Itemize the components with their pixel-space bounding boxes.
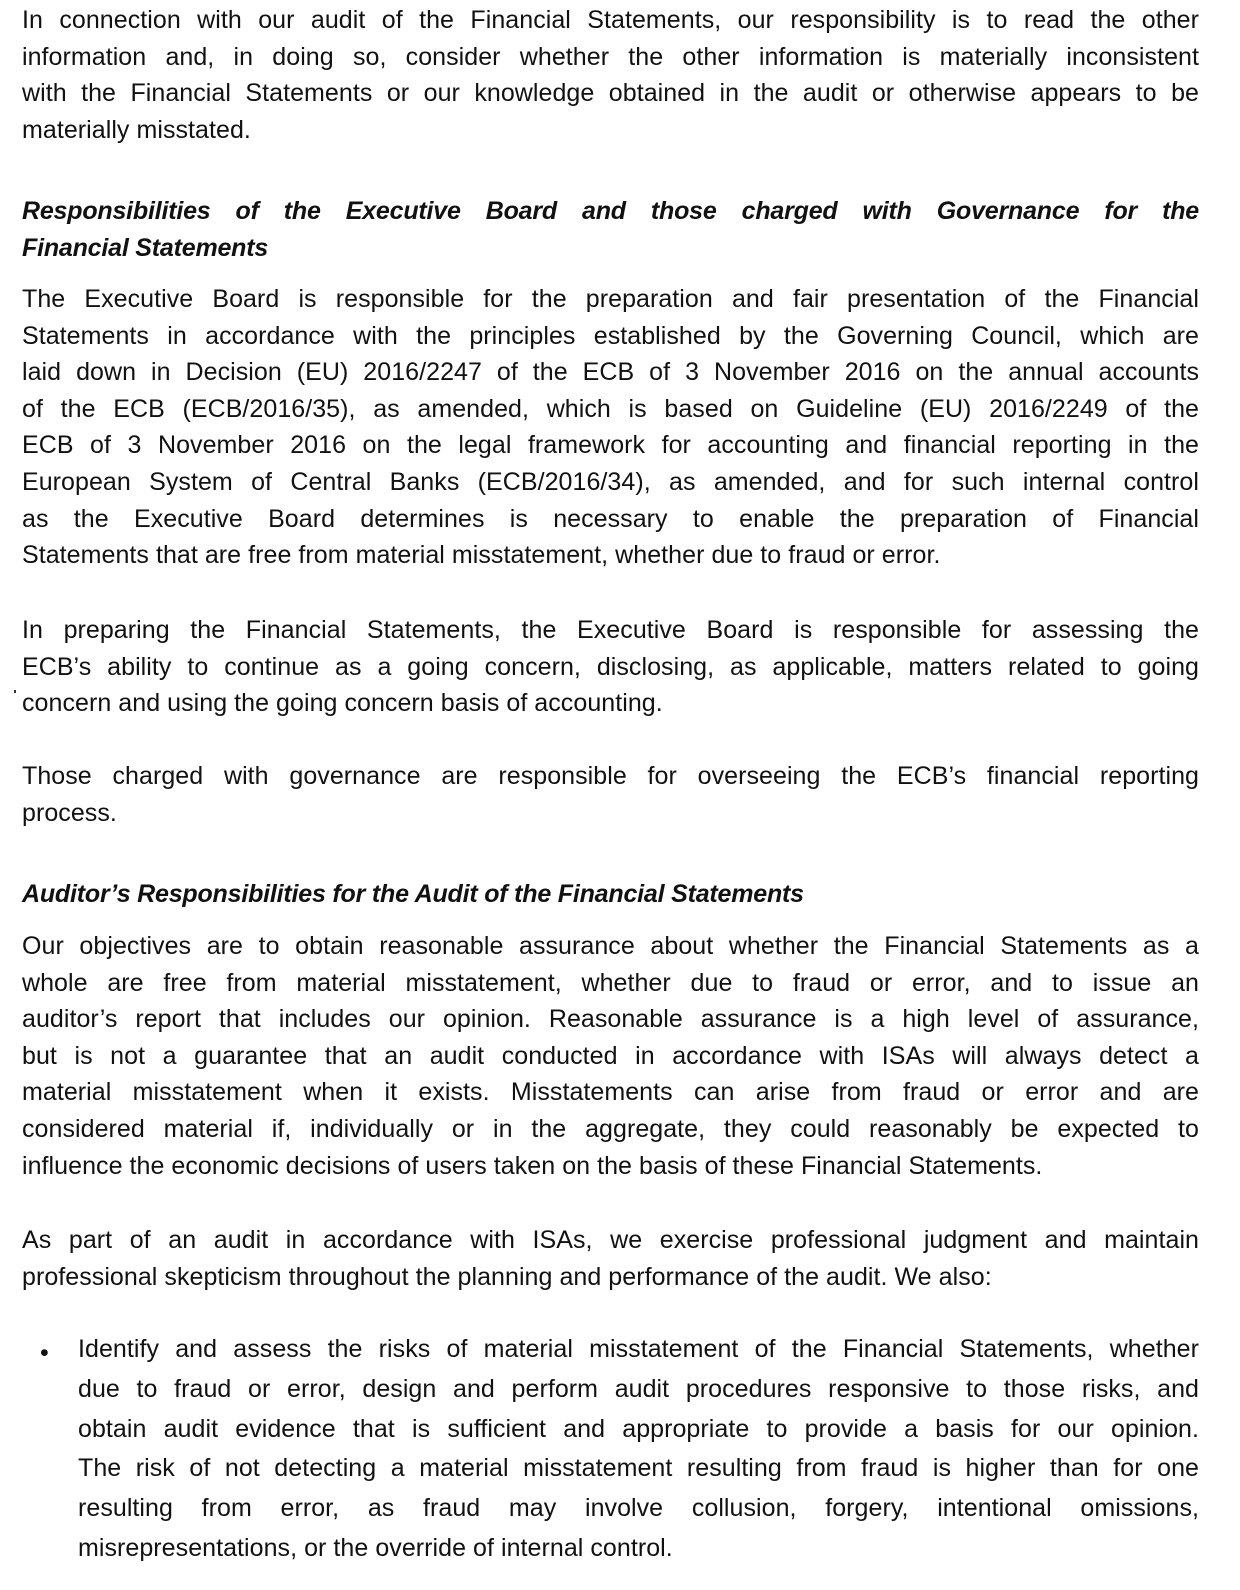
text-line: of the ECB (ECB/2016/35), as amended, which is based on Guideline (EU) 2016/2249 of the [22,394,1199,423]
bullet-list-item [78,1330,1199,1569]
text-line: but is not a guarantee that an audit conducted in accordance with ISAs will always detect a [22,1041,1199,1070]
text-line: obtain audit evidence that is sufficient and appropriate to provide a basis for our opinion. [78,1414,1199,1443]
text-line: European System of Central Banks (ECB/2016/34), as amended, and for such internal control [22,467,1199,496]
text-line: laid down in Decision (EU) 2016/2247 of the ECB of 3 November 2016 on the annual accounts [22,358,1199,387]
text-line: influence the economic decisions of users taken on the basis of these Financial Statements. [22,1151,1043,1180]
heading-line: Financial Statements [22,233,269,262]
text-line: Statements in accordance with the principles established by the Governing Council, which are [22,321,1199,350]
paragraph-objectives [22,928,1199,1184]
paragraph-executive-board [22,281,1199,574]
text-line: due to fraud or error, design and perform audit procedures responsive to those risks, and [78,1374,1199,1403]
text-line: In connection with our audit of the Financial Statements, our responsibility is to read the other [22,6,1199,34]
text-line: concern and using the going concern basis of accounting. [22,689,663,718]
paragraph-other-information [22,2,1199,148]
text-line: material misstatement when it exists. Misstatements can arise from fraud or error and are [22,1078,1199,1107]
scan-artifact-mark [14,690,16,693]
text-line: process. [22,798,117,827]
text-line: As part of an audit in accordance with ISAs, we exercise professional judgment and maintain [22,1226,1199,1254]
text-line: information and, in doing so, consider whether the other information is materially inconsistent [22,42,1199,71]
heading-line: Responsibilities of the Executive Board and those charged with Governance for the [22,197,1199,225]
text-line: The Executive Board is responsible for the preparation and fair presentation of the Financial [22,285,1199,313]
paragraph-governance [22,758,1199,831]
text-line: Identify and assess the risks of material misstatement of the Financial Statements, whether [78,1335,1199,1363]
text-line: The risk of not detecting a material misstatement resulting from fraud is higher than for one [78,1454,1199,1483]
text-line: misrepresentations, or the override of internal control. [78,1533,673,1562]
text-line: ECB of 3 November 2016 on the legal framework for accounting and financial reporting in the [22,431,1199,460]
text-line: materially misstated. [22,115,251,144]
text-line: professional skepticism throughout the planning and performance of the audit. We also: [22,1262,992,1291]
text-line: as the Executive Board determines is necessary to enable the preparation of Financial [22,504,1199,533]
text-line: considered material if, individually or in the aggregate, they could reasonably be expected to [22,1114,1199,1143]
text-line: Statements that are free from material misstatement, whether due to fraud or error. [22,541,941,570]
text-line: resulting from error, as fraud may involve collusion, forgery, intentional omissions, [78,1494,1199,1523]
paragraph-isa [22,1222,1199,1295]
section-heading-executive-board [22,193,1199,266]
text-line: Our objectives are to obtain reasonable assurance about whether the Financial Statements as a [22,932,1199,960]
text-line: auditor’s report that includes our opinion. Reasonable assurance is a high level of assurance, [22,1005,1199,1034]
paragraph-going-concern [22,612,1199,722]
text-line: Those charged with governance are responsible for overseeing the ECB’s financial reporting [22,762,1199,790]
bullet-marker: • [40,1339,49,1367]
text-line: ECB’s ability to continue as a going concern, disclosing, as applicable, matters related to going [22,652,1199,681]
section-heading-auditor-responsibilities [22,876,1199,913]
text-line: whole are free from material misstatement, whether due to fraud or error, and to issue an [22,968,1199,997]
heading-line: Auditor’s Responsibilities for the Audit of the Financial Statements [22,880,804,908]
text-line: with the Financial Statements or our knowledge obtained in the audit or otherwise appears to be [22,79,1199,108]
text-line: In preparing the Financial Statements, the Executive Board is responsible for assessing the [22,616,1199,644]
